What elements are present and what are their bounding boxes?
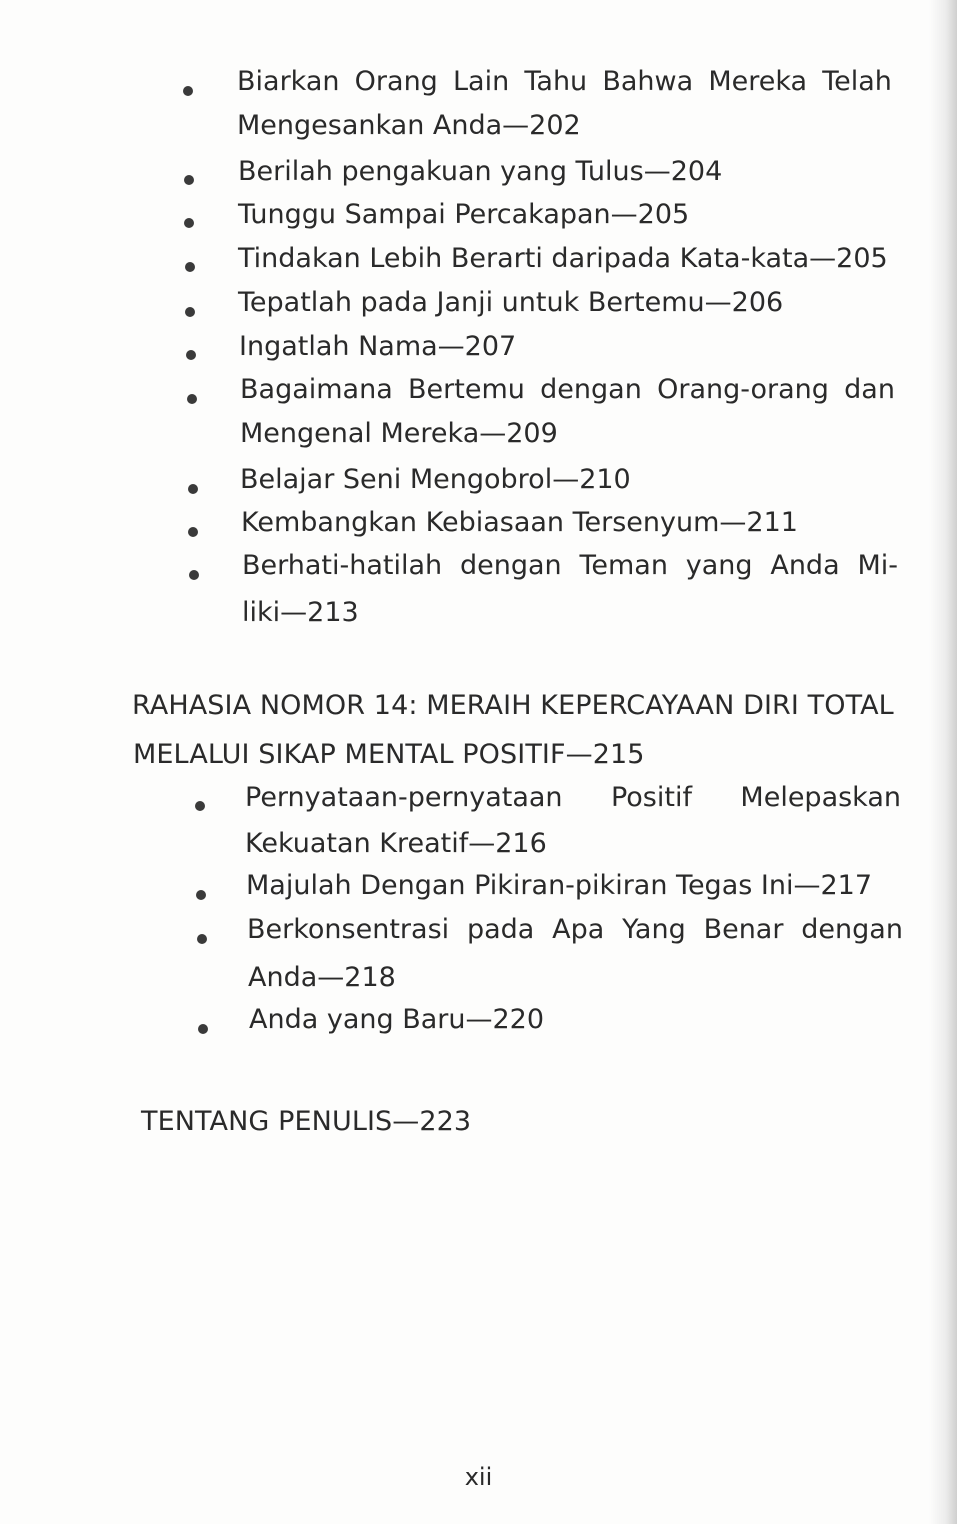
entry-line: Mengenal Mereka—209	[240, 418, 558, 449]
entry-word: Positif	[610, 782, 692, 813]
bullet-icon	[188, 527, 198, 537]
bullet-icon	[183, 86, 193, 96]
bullet-icon	[196, 890, 206, 900]
entry-line	[247, 914, 903, 945]
entry-line: liki—213	[242, 597, 359, 628]
entry-word: Telah	[822, 66, 892, 97]
entry-word: Mi-	[857, 550, 898, 581]
entry-word: Benar	[703, 914, 784, 945]
bullet-icon	[185, 307, 195, 317]
entry-word: Berkonsentrasi	[247, 914, 450, 945]
entry-line: Tunggu Sampai Percakapan—205	[238, 199, 690, 230]
bullet-icon	[184, 218, 194, 228]
bullet-icon	[195, 801, 205, 811]
entry-line: Kembangkan Kebiasaan Tersenyum—211	[241, 507, 798, 538]
entry-line	[245, 782, 901, 813]
entry-word: Bertemu	[408, 374, 525, 405]
entry-word: Tahu	[524, 66, 588, 97]
bullet-icon	[185, 262, 195, 272]
entry-word: Biarkan	[237, 66, 340, 97]
entry-word: Orang-orang	[657, 374, 829, 405]
entry-word: dengan	[801, 914, 903, 945]
about-author-entry: TENTANG PENULIS—223	[141, 1106, 472, 1137]
chapter-heading-line: RAHASIA NOMOR 14: MERAIH KEPERCAYAAN DIRI TOTAL	[132, 690, 894, 721]
entry-line: Ingatlah Nama—207	[239, 331, 517, 362]
entry-line: Majulah Dengan Pikiran-pikiran Tegas Ini—217	[246, 870, 872, 901]
entry-word: Mereka	[708, 66, 808, 97]
bullet-icon	[187, 394, 197, 404]
entry-word: dan	[844, 374, 895, 405]
entry-word: Bahwa	[602, 66, 694, 97]
entry-word: Lain	[453, 66, 510, 97]
entry-word: dengan	[459, 550, 562, 581]
entry-line: Tepatlah pada Janji untuk Bertemu—206	[238, 287, 784, 318]
entry-word: Anda	[770, 550, 840, 581]
entry-line: Belajar Seni Mengobrol—210	[240, 464, 631, 495]
page-number: xii	[464, 1463, 493, 1491]
entry-line: Mengesankan Anda—202	[237, 110, 581, 141]
chapter-heading-line: MELALUI SIKAP MENTAL POSITIF—215	[133, 739, 645, 770]
bullet-icon	[186, 350, 196, 360]
bullet-icon	[188, 484, 198, 494]
entry-word: Teman	[579, 550, 668, 581]
entry-line: Anda—218	[248, 962, 396, 993]
entry-line	[237, 66, 892, 97]
entry-line: Kekuatan Kreatif—216	[245, 828, 547, 859]
bullet-icon	[198, 1024, 208, 1034]
entry-line	[242, 550, 898, 581]
bullet-icon	[197, 934, 207, 944]
entry-line: Berilah pengakuan yang Tulus—204	[238, 156, 723, 187]
entry-word: Apa	[552, 914, 605, 945]
entry-word: Yang	[622, 914, 686, 945]
entry-word: dengan	[540, 374, 642, 405]
entry-word: Melepaskan	[740, 782, 901, 813]
bullet-icon	[189, 570, 199, 580]
entry-word: Pernyataan-pernyataan	[245, 782, 563, 813]
entry-word: yang	[685, 550, 753, 581]
entry-word: Berhati-hatilah	[242, 550, 443, 581]
entry-word: pada	[466, 914, 535, 945]
bullet-icon	[184, 175, 194, 185]
entry-word: Orang	[354, 66, 438, 97]
entry-word: Bagaimana	[240, 374, 393, 405]
entry-line: Anda yang Baru—220	[249, 1004, 545, 1035]
entry-line: Tindakan Lebih Berarti daripada Kata-kata—205	[238, 243, 888, 274]
entry-line	[240, 374, 895, 405]
